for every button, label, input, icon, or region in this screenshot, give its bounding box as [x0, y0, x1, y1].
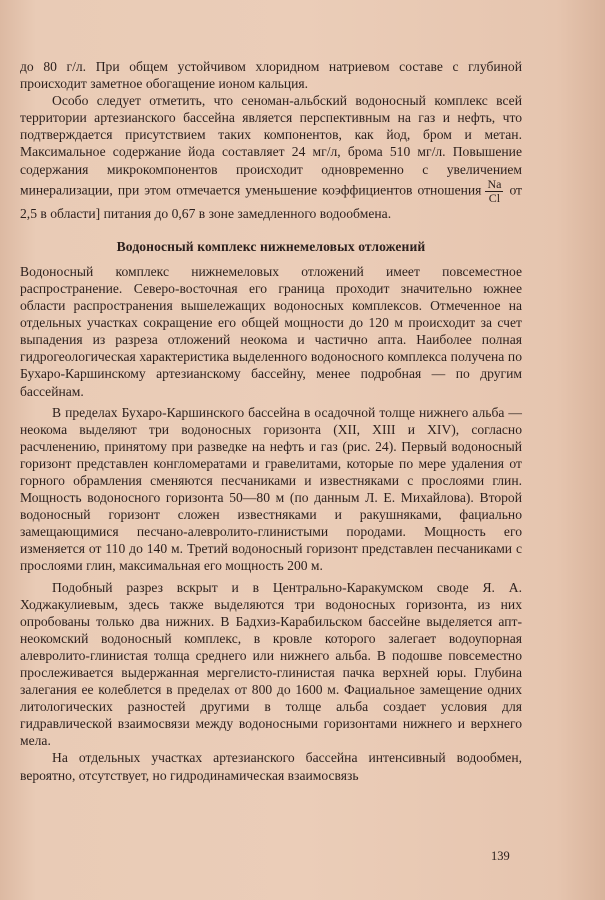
paragraph-lower-cretaceous: Водоносный комплекс нижнемеловых отложений имеет повсеместное распространение. Северо-восточная его граница проходит значительно южнее области распространения вышележащих водоносных комплексов. Отмеченное на отдельных участках сокращение его общей мощности до 120 м происходит за счет выпадения из разреза отложений неокома и частично апта. Наиболее полная гидрогеологическая характеристика выделенного водоносного комплекса получена по Бухаро-Каршинскому артезианскому бассейну, менее подробная — по другим бассейнам. — [20, 263, 522, 399]
fraction-denominator: Cl — [488, 190, 501, 205]
paragraph-senoman-albian — [20, 92, 522, 222]
page-text — [20, 58, 522, 784]
fraction-numerator: Na — [487, 176, 502, 191]
paragraph-central-karakum: Подобный разрез вскрыт и в Центрально-Каракумском своде Я. А. Ходжакулиевым, здесь также выделяются три водоносных горизонта, из них опробованы только два нижних. В Бадхиз-Карабильском бассейне выделяется апт-неокомский водоносный комплекс, в кровле которого залегает водоупорная алевролито-глинистая толща среднего или нижнего альба. В подошве повсеместно прослеживается выдержанная мергелисто-глинистая пачка верхней юры. Глубина залегания ее колеблется в пределах от 800 до 1600 м. Фациальное замещение одних литологических разностей другими в толще альба создает условия для гидравлической взаимосвязи между водоносными горизонтами нижнего и верхнего мела. — [20, 579, 522, 749]
paragraph-senoman-text: Особо следует отметить, что сеноман-альбский водоносный комплекс всей территории артезианского бассейна является перспективным на газ и нефть, что подтверждается присутствием таких компонентов, как йод, бром и метан. Максимальное содержание йода составляет 24 мг/л, брома 510 мг/л. Повышение содержания микрокомпонентов происходит одновременно с увеличением минерализации, при этом отмечается уменьшение коэффициентов отношения — [20, 93, 522, 198]
paragraph-senoman-text-end: от 2,5 в области] питания до 0,67 в зоне замедленного водообмена. — [20, 182, 522, 221]
paragraph-water-exchange: На отдельных участках артезианского бассейна интенсивный водообмен, вероятно, отсутствует, но гидродинамическая взаимосвязь — [20, 750, 522, 783]
na-cl-fraction — [485, 178, 503, 205]
paragraph-bukhara-karshi: В пределах Бухаро-Каршинского бассейна в осадочной толще нижнего альба — неокома выделяют три водоносных горизонта (XII, XIII и XIV), согласно расчленению, принятому при разведке на нефть и газ (рис. 24). Первый водоносный горизонт представлен конгломератами и гравелитами, которые по мере удаления от горного обрамления сменяются песчаниками и известняками с прослоями глин. Мощность водоносного горизонта 50—80 м (по данным Л. Е. Михайлова). Второй водоносный горизонт сложен известняками и ракушняками, фациально замещающимися песчано-алевролито-глинистыми породами. Мощность его изменяется от 110 до 140 м. Третий водоносный горизонт представлен песчаниками с прослоями глин, максимальная его мощность 200 м. — [20, 404, 522, 574]
page-number: 139 — [491, 849, 510, 863]
paragraph-continuation: до 80 г/л. При общем устойчивом хлоридном натриевом составе с глубиной происходит заметное обогащение ионом кальция. — [20, 59, 522, 92]
section-heading: Водоносный комплекс нижнемеловых отложений — [116, 238, 426, 254]
